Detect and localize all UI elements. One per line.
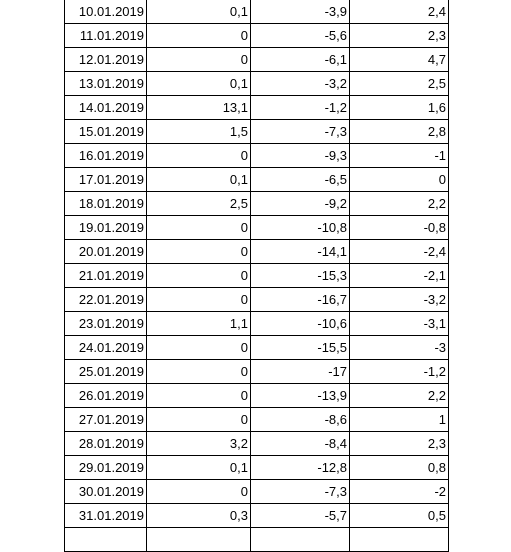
table-row <box>65 336 449 360</box>
value-cell[interactable]: 2,2 <box>350 192 449 216</box>
value-cell[interactable]: 13,1 <box>147 96 251 120</box>
table-row <box>65 144 449 168</box>
value-cell[interactable]: 1,1 <box>147 312 251 336</box>
table-row <box>65 72 449 96</box>
table-row <box>65 432 449 456</box>
value-cell[interactable]: 0,1 <box>147 456 251 480</box>
value-cell[interactable]: -9,2 <box>251 192 350 216</box>
value-cell[interactable]: -14,1 <box>251 240 350 264</box>
date-cell[interactable]: 31.01.2019 <box>65 504 147 528</box>
value-cell[interactable]: 2,8 <box>350 120 449 144</box>
date-cell[interactable]: 22.01.2019 <box>65 288 147 312</box>
value-cell[interactable]: 1,6 <box>350 96 449 120</box>
value-cell[interactable]: 0 <box>350 168 449 192</box>
value-cell[interactable]: -15,5 <box>251 336 350 360</box>
value-cell[interactable]: -3,9 <box>251 0 350 24</box>
value-cell[interactable]: 0 <box>147 480 251 504</box>
date-cell[interactable]: 30.01.2019 <box>65 480 147 504</box>
value-cell[interactable]: -16,7 <box>251 288 350 312</box>
value-cell[interactable]: -1 <box>350 144 449 168</box>
value-cell[interactable]: -3,1 <box>350 312 449 336</box>
date-cell[interactable]: 26.01.2019 <box>65 384 147 408</box>
date-cell[interactable]: 29.01.2019 <box>65 456 147 480</box>
value-cell[interactable]: -1,2 <box>251 96 350 120</box>
value-cell[interactable]: -6,1 <box>251 48 350 72</box>
date-cell[interactable]: 18.01.2019 <box>65 192 147 216</box>
value-cell[interactable]: 2,3 <box>350 432 449 456</box>
value-cell[interactable]: -10,8 <box>251 216 350 240</box>
value-cell[interactable]: -8,4 <box>251 432 350 456</box>
value-cell[interactable]: -13,9 <box>251 384 350 408</box>
value-cell[interactable] <box>350 528 449 552</box>
value-cell[interactable]: 0,1 <box>147 72 251 96</box>
value-cell[interactable]: 0 <box>147 48 251 72</box>
value-cell[interactable]: -3,2 <box>251 72 350 96</box>
value-cell[interactable]: 1,5 <box>147 120 251 144</box>
value-cell[interactable]: 0 <box>147 288 251 312</box>
table-row <box>65 264 449 288</box>
table-row <box>65 192 449 216</box>
date-cell[interactable]: 21.01.2019 <box>65 264 147 288</box>
value-cell[interactable]: 0,8 <box>350 456 449 480</box>
value-cell[interactable]: -6,5 <box>251 168 350 192</box>
date-cell[interactable]: 16.01.2019 <box>65 144 147 168</box>
value-cell[interactable]: 4,7 <box>350 48 449 72</box>
value-cell[interactable]: 0 <box>147 264 251 288</box>
table-row <box>65 528 449 552</box>
date-cell[interactable]: 13.01.2019 <box>65 72 147 96</box>
value-cell[interactable]: -7,3 <box>251 480 350 504</box>
value-cell[interactable]: -0,8 <box>350 216 449 240</box>
value-cell[interactable]: 2,4 <box>350 0 449 24</box>
date-cell[interactable]: 12.01.2019 <box>65 48 147 72</box>
date-cell[interactable]: 15.01.2019 <box>65 120 147 144</box>
value-cell[interactable] <box>147 528 251 552</box>
table-row <box>65 168 449 192</box>
data-sheet <box>64 0 448 552</box>
value-cell[interactable]: 3,2 <box>147 432 251 456</box>
value-cell[interactable]: 0 <box>147 144 251 168</box>
value-cell[interactable]: 0 <box>147 24 251 48</box>
value-cell[interactable]: 0 <box>147 240 251 264</box>
date-cell[interactable] <box>65 528 147 552</box>
table-row <box>65 480 449 504</box>
value-cell[interactable]: 0,3 <box>147 504 251 528</box>
date-cell[interactable]: 17.01.2019 <box>65 168 147 192</box>
value-cell[interactable]: 0 <box>147 360 251 384</box>
value-cell[interactable]: 0 <box>147 336 251 360</box>
value-cell[interactable]: 0,1 <box>147 0 251 24</box>
value-cell[interactable]: -5,7 <box>251 504 350 528</box>
table-row <box>65 288 449 312</box>
table-row <box>65 312 449 336</box>
value-cell[interactable]: -15,3 <box>251 264 350 288</box>
value-cell[interactable]: 0,1 <box>147 168 251 192</box>
value-cell[interactable]: -2 <box>350 480 449 504</box>
date-cell[interactable]: 27.01.2019 <box>65 408 147 432</box>
value-cell[interactable] <box>251 528 350 552</box>
value-cell[interactable]: -1,2 <box>350 360 449 384</box>
table-row <box>65 96 449 120</box>
table-row <box>65 0 449 24</box>
table-row <box>65 48 449 72</box>
value-cell[interactable]: 0 <box>147 216 251 240</box>
value-cell[interactable]: -3,2 <box>350 288 449 312</box>
table-row <box>65 456 449 480</box>
value-cell[interactable]: 2,3 <box>350 24 449 48</box>
table-body <box>65 0 449 552</box>
date-cell[interactable]: 19.01.2019 <box>65 216 147 240</box>
value-cell[interactable]: -17 <box>251 360 350 384</box>
date-cell[interactable]: 23.01.2019 <box>65 312 147 336</box>
date-cell[interactable]: 11.01.2019 <box>65 24 147 48</box>
value-cell[interactable]: -9,3 <box>251 144 350 168</box>
table-row <box>65 24 449 48</box>
value-cell[interactable]: -7,3 <box>251 120 350 144</box>
date-cell[interactable]: 24.01.2019 <box>65 336 147 360</box>
value-cell[interactable]: 2,5 <box>147 192 251 216</box>
table-row <box>65 216 449 240</box>
table-row <box>65 504 449 528</box>
table-row <box>65 240 449 264</box>
value-cell[interactable]: -5,6 <box>251 24 350 48</box>
value-cell[interactable]: -2,1 <box>350 264 449 288</box>
date-cell[interactable]: 20.01.2019 <box>65 240 147 264</box>
value-cell[interactable]: 2,2 <box>350 384 449 408</box>
value-cell[interactable]: -2,4 <box>350 240 449 264</box>
value-cell[interactable]: 0,5 <box>350 504 449 528</box>
date-cell[interactable]: 10.01.2019 <box>65 0 147 24</box>
value-cell[interactable]: 1 <box>350 408 449 432</box>
value-cell[interactable]: -8,6 <box>251 408 350 432</box>
value-cell[interactable]: -3 <box>350 336 449 360</box>
date-cell[interactable]: 25.01.2019 <box>65 360 147 384</box>
table-row <box>65 360 449 384</box>
table-row <box>65 384 449 408</box>
table-row <box>65 120 449 144</box>
value-cell[interactable]: 0 <box>147 384 251 408</box>
value-cell[interactable]: -10,6 <box>251 312 350 336</box>
value-cell[interactable]: 0 <box>147 408 251 432</box>
table-row <box>65 408 449 432</box>
value-cell[interactable]: 2,5 <box>350 72 449 96</box>
weather-table <box>64 0 449 552</box>
date-cell[interactable]: 28.01.2019 <box>65 432 147 456</box>
value-cell[interactable]: -12,8 <box>251 456 350 480</box>
date-cell[interactable]: 14.01.2019 <box>65 96 147 120</box>
